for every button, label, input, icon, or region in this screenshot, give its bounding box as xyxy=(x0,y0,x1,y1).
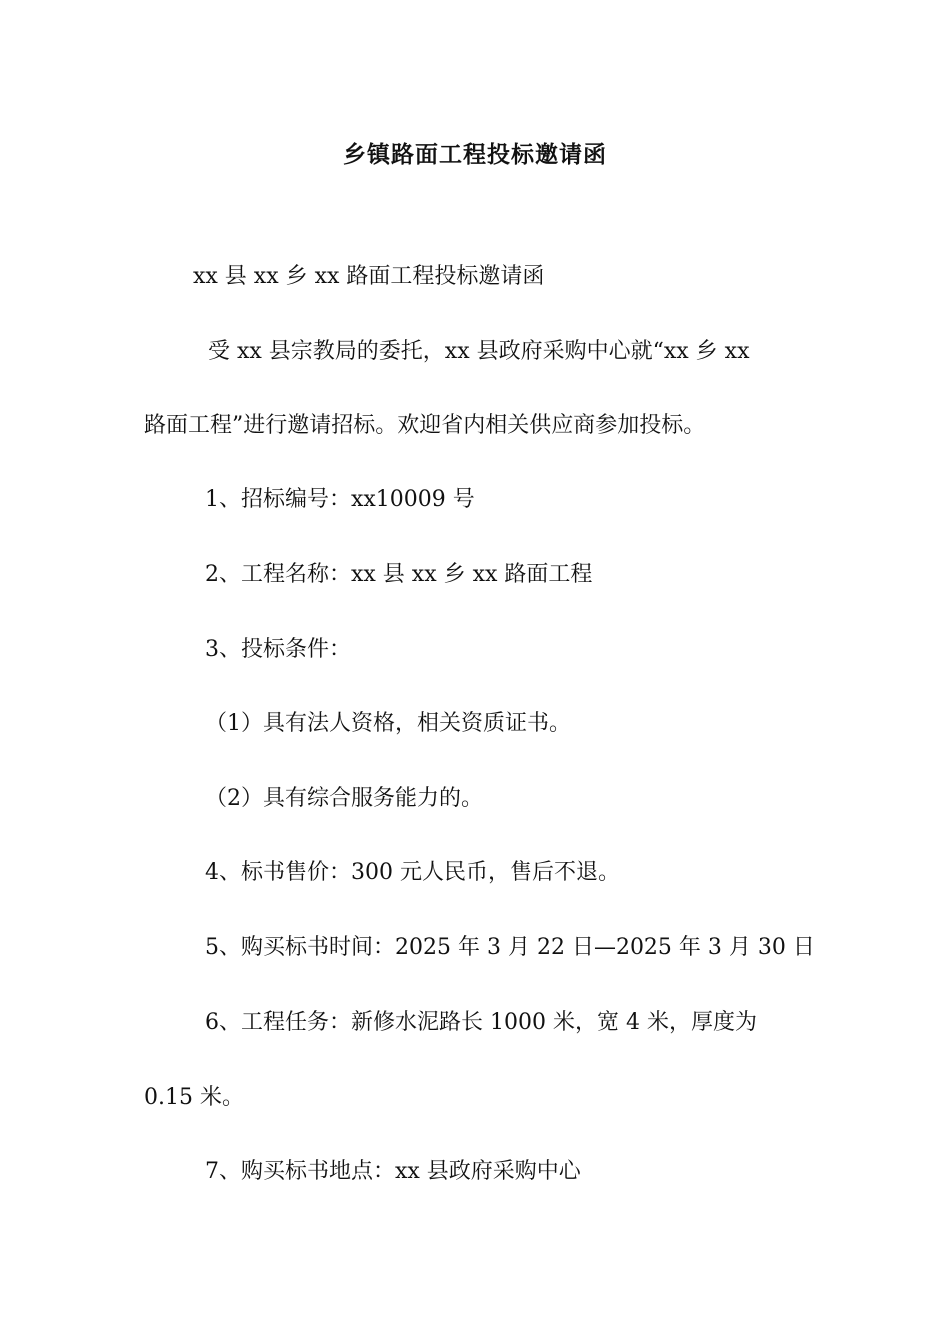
item-project-task-line-1: 6、工程任务：新修水泥路长 1000 米，宽 4 米，厚度为 xyxy=(205,1010,757,1035)
item-project-name: 2、工程名称：xx 县 xx 乡 xx 路面工程 xyxy=(205,562,593,587)
document-subtitle: xx 县 xx 乡 xx 路面工程投标邀请函 xyxy=(193,264,545,289)
item-document-price: 4、标书售价：300 元人民币，售后不退。 xyxy=(205,860,620,885)
item-purchase-location: 7、购买标书地点：xx 县政府采购中心 xyxy=(205,1159,581,1184)
condition-service-capability: （2）具有综合服务能力的。 xyxy=(205,786,483,811)
condition-legal-entity: （1）具有法人资格，相关资质证书。 xyxy=(205,711,571,736)
document-title: 乡镇路面工程投标邀请函 xyxy=(343,142,607,168)
item-bid-conditions: 3、投标条件： xyxy=(205,637,351,662)
item-bid-number: 1、招标编号：xx10009 号 xyxy=(205,487,475,512)
intro-paragraph-line-1: 受 xx 县宗教局的委托，xx 县政府采购中心就“xx 乡 xx xyxy=(208,339,750,364)
item-project-task-line-2: 0.15 米。 xyxy=(144,1085,244,1110)
intro-paragraph-line-2: 路面工程”进行邀请招标。欢迎省内相关供应商参加投标。 xyxy=(144,413,706,438)
item-purchase-period: 5、购买标书时间：2025 年 3 月 22 日—2025 年 3 月 30 日 xyxy=(205,935,815,960)
